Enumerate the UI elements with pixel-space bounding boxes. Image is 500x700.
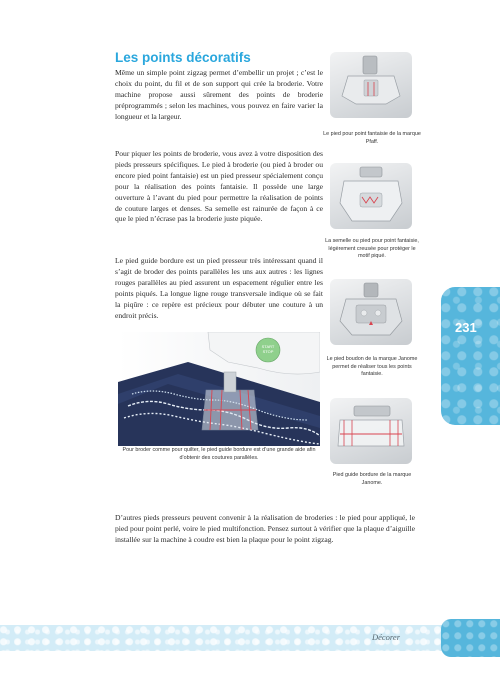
body-paragraph [115,68,323,123]
paragraph-edge-guide-foot: Le pied guide bordure est un pied presseur très intéressant quand il s’agit de broder des points parallèles les uns aux autres : les lignes rouges parallèles au pied assurent un espacement régulier entre les points piqués. La longue ligne rouge transversale indique où se fait la piqûre : ce repère est précieux pour débuter une couture à un endroit précis. [115,256,323,320]
paragraph-zigzag: Même un simple point zigzag permet d’embellir un projet ; c’est le choix du point, du fil et de son support qui crée la broderie. Votre machine propose aussi sûrement des points de broderie préprogrammés ; selon les machines, vous pouvez en faire varier la longueur et la largeur. [115,68,323,121]
edge-guide-foot-illustration [330,398,412,464]
page-number: 231 [455,320,477,335]
caption-foot-sole: La semelle ou pied pour point fantaisie, légèrement creusée pour protéger le motif piqué. [325,238,419,260]
janome-cording-foot-photo [330,279,412,345]
caption-janome-cording-foot: Le pied boudon de la marque Janome permet de réaliser tous les points fantaisie. [326,356,418,378]
caption-main-photo: Pour broder comme pour quilter, le pied guide bordure est d’une grande aide afin d’obtenir des coutures parallèles. [122,447,316,461]
foot-sole-illustration [330,163,412,229]
janome-edge-guide-foot-photo [330,398,412,464]
start-stop-button-label: START [261,344,275,349]
cording-foot-illustration [330,279,412,345]
paragraph-other-feet: D’autres pieds presseurs peuvent convenir à la réalisation de broderies : le pied pour appliqué, le pied pour point perlé, voire le pied multifonction. Pensez surtout à vérifier que la plaque d’aiguille installée sur la machine à coudre est bien la plaque pour le point zigzag. [115,513,415,544]
page-title: Les points décoratifs [115,50,251,65]
caption-pfaff-foot: Le pied pour point fantaisie de la marque Pfaff. [323,131,421,145]
page-tab [441,287,500,425]
body-paragraph [115,256,323,321]
foot-sole-photo [330,163,412,229]
sewing-machine-illustration [118,332,320,446]
paragraph-embroidery-feet: Pour piquer les points de broderie, vous avez à votre disposition des pieds presseurs spécifiques. Le pied à broderie (ou pied à broder ou encore pied point fantaisie) est un pied presseur spécialement conçu pour la réalisation des points fantaisie. Il possède une large ouverture à l’avant du pied pour permettre la réalisation de points de couture larges et denses. Sa semelle est rainurée de façon à ce que le pied n’écrase pas la broderie juste piquée. [115,149,323,224]
footer-band [0,625,500,651]
pfaff-foot-photo [330,52,412,118]
footer-tab [441,619,500,657]
presser-foot-illustration [330,52,412,118]
caption-janome-edge-guide-foot: Pied guide bordure de la marque Janome. [332,472,412,486]
section-label: Décorer [372,632,401,642]
edge-guide-foot-in-use-photo [118,332,320,446]
svg-text:STOP: STOP [262,349,274,354]
body-paragraph [115,149,323,225]
